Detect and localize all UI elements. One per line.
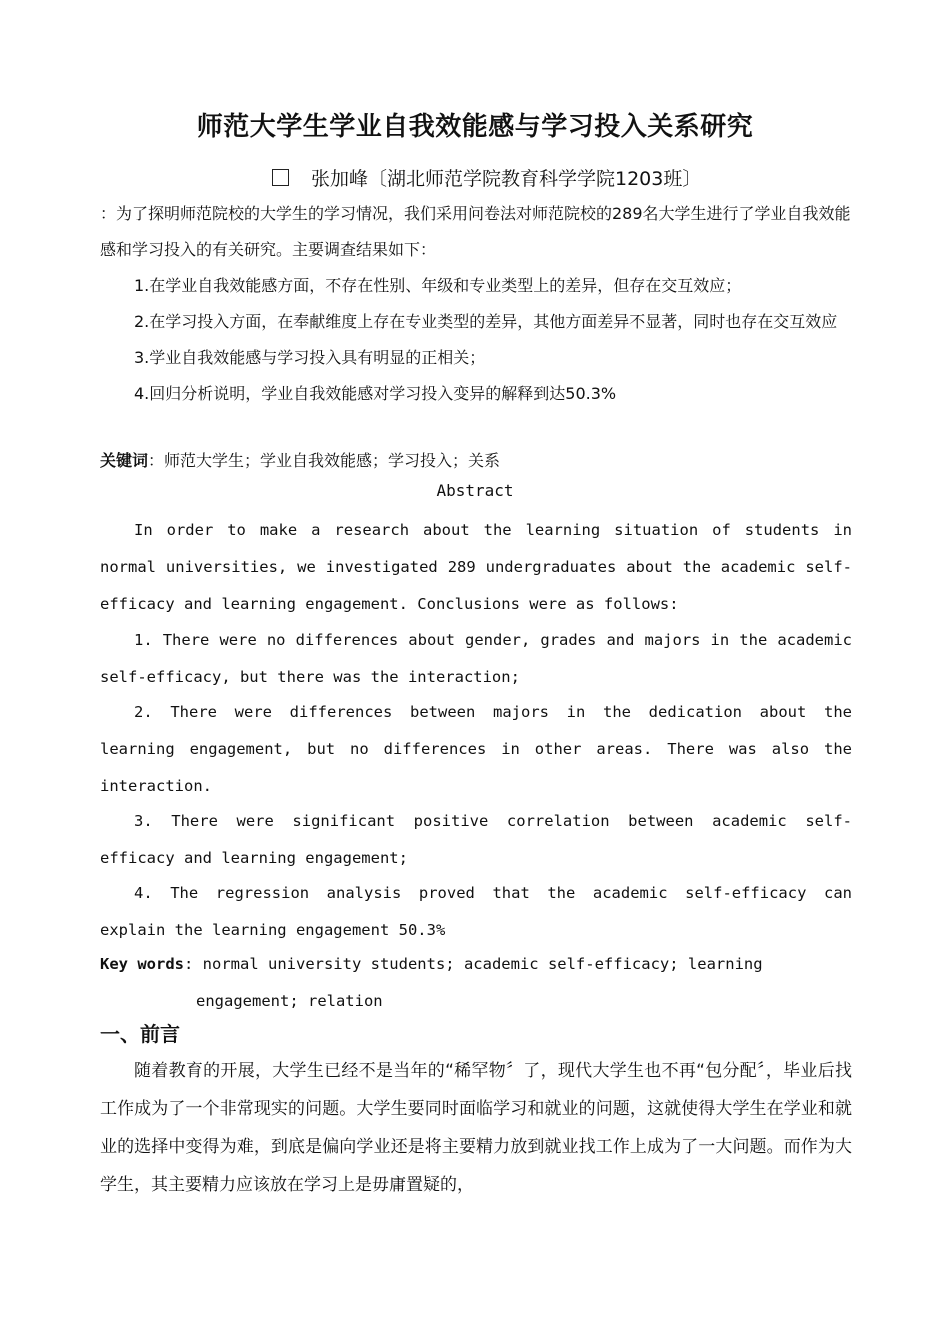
finding-cn-3: 3.学业自我效能感与学习投入具有明显的正相关；	[134, 348, 486, 367]
author-line	[272, 164, 701, 191]
keywords-cn-label: 关键词	[100, 451, 149, 470]
finding-en-1: 1. There were no differences about gender, grades and majors in the academic self-efficacy, but there was the interaction;	[100, 631, 852, 686]
keywords-chinese	[100, 443, 852, 479]
finding-en-4: 4. The regression analysis proved that the academic self-efficacy can explain the learning engagement 50.3%	[100, 884, 852, 939]
finding-cn-1: 1.在学业自我效能感方面，不存在性别、年级和专业类型上的差异，但存在交互效应；	[134, 276, 742, 295]
finding-cn-2: 2.在学习投入方面，在奉献维度上存在专业类型的差异，其他方面差异不显著，同时也存在交互效应	[134, 312, 838, 331]
section-heading-introduction: 一、前言	[100, 1022, 180, 1046]
abstract-heading: Abstract	[436, 481, 514, 500]
keywords-cn-text: ：师范大学生；学业自我效能感；学习投入；关系	[148, 451, 501, 470]
keywords-en-label: Key words	[100, 955, 184, 973]
finding-en-3: 3. There were significant positive correlation between academic self-efficacy and learning engagement;	[100, 812, 852, 867]
abstract-english: In order to make a research about the learning situation of students in normal universities, we investigated 289 undergraduates about the academic self-efficacy and learning engagement. Conclusions were as follows:	[100, 521, 852, 613]
finding-en-2: 2. There were differences between majors in the dedication about the learning engagement, but no differences in other areas. There was also the interaction.	[100, 703, 852, 795]
introduction-paragraph: 随着教育的开展，大学生已经不是当年的“稀罕物〞了，现代大学生也不再“包分配〞，毕业后找工作成为了一个非常现实的问题。大学生要同时面临学习和就业的问题，这就使得大学生在学业和就业的选择中变得为难，到底是偏向学业还是将主要精力放到就业找工作上成为了一大问题。而作为大学生，其主要精力应该放在学习上是毋庸置疑的，	[100, 1061, 852, 1195]
keywords-en-text-1: : normal university students; academic self-efficacy; learning	[184, 955, 763, 973]
checkbox-square-icon	[272, 169, 289, 186]
author-name: 张加峰〔湖北师范学院教育科学学院1203班〕	[311, 168, 702, 190]
keywords-english	[100, 946, 852, 1020]
findings-chinese	[100, 268, 852, 412]
paper-title: 师范大学生学业自我效能感与学习投入关系研究	[196, 112, 754, 142]
keywords-en-text-2: engagement; relation	[196, 992, 383, 1010]
abstract-chinese: ：为了探明师范院校的大学生的学习情况，我们采用问卷法对师范院校的289名大学生进行了学业自我效能感和学习投入的有关研究。主要调查结果如下：	[100, 204, 851, 259]
finding-cn-4: 4.回归分析说明，学业自我效能感对学习投入变异的解释到达50.3%	[134, 384, 617, 403]
